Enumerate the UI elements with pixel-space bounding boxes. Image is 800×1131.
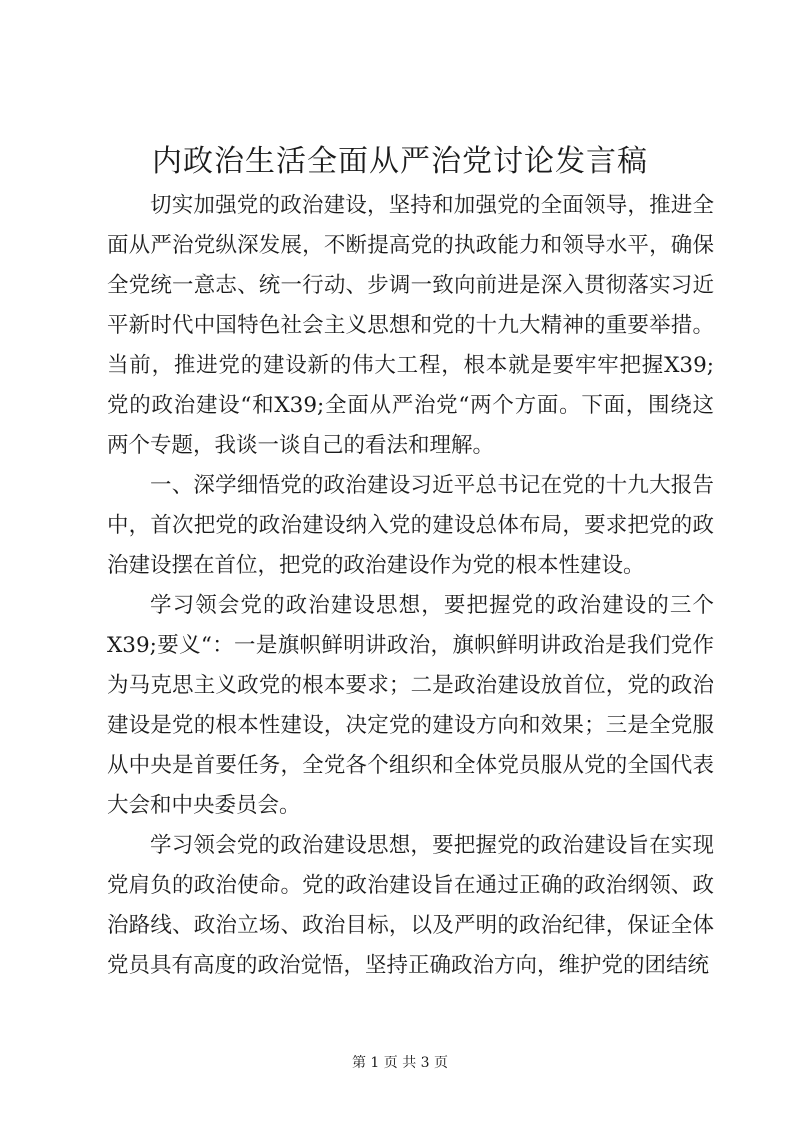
paragraph-three-essentials: 学习领会党的政治建设思想，要把握党的政治建设的三个X39;要义“：一是旗帜鲜明讲政治，旗帜鲜明讲政治是我们党作为马克思主义政党的根本要求；二是政治建设放首位，党的政治建设是党的根本性建设，决定党的建设方向和效果；三是全党服从中央是首要任务，全党各个组织和全体党员服从党的全国代表大会和中央委员会。 [107, 593, 714, 818]
paragraph-political-mission: 学习领会党的政治建设思想，要把握党的政治建设旨在实现党肩负的政治使命。党的政治建设旨在通过正确的政治纲领、政治路线、政治立场、政治目标，以及严明的政治纪律，保证全体党员具有高度的政治觉悟，坚持正确政治方向，维护党的团结统 [107, 833, 714, 978]
page-footer: 第 1 页 共 3 页 [351, 1055, 449, 1071]
document-body [107, 186, 714, 986]
document-title: 内政治生活全面从严治党讨论发言稿 [152, 144, 648, 179]
paragraph-intro: 切实加强党的政治建设，坚持和加强党的全面领导，推进全面从严治党纵深发展，不断提高党的执政能力和领导水平，确保全党统一意志、统一行动、步调一致向前进是深入贯彻落实习近平新时代中国特色社会主义思想和党的十九大精神的重要举措。当前，推进党的建设新的伟大工程，根本就是要牢牢把握X39;党的政治建设“和X39;全面从严治党“两个方面。下面，围绕这两个专题，我谈一谈自己的看法和理解。 [107, 193, 714, 458]
paragraph-section-one: 一、深学细悟党的政治建设习近平总书记在党的十九大报告中，首次把党的政治建设纳入党的建设总体布局，要求把党的政治建设摆在首位，把党的政治建设作为党的根本性建设。 [107, 473, 714, 578]
